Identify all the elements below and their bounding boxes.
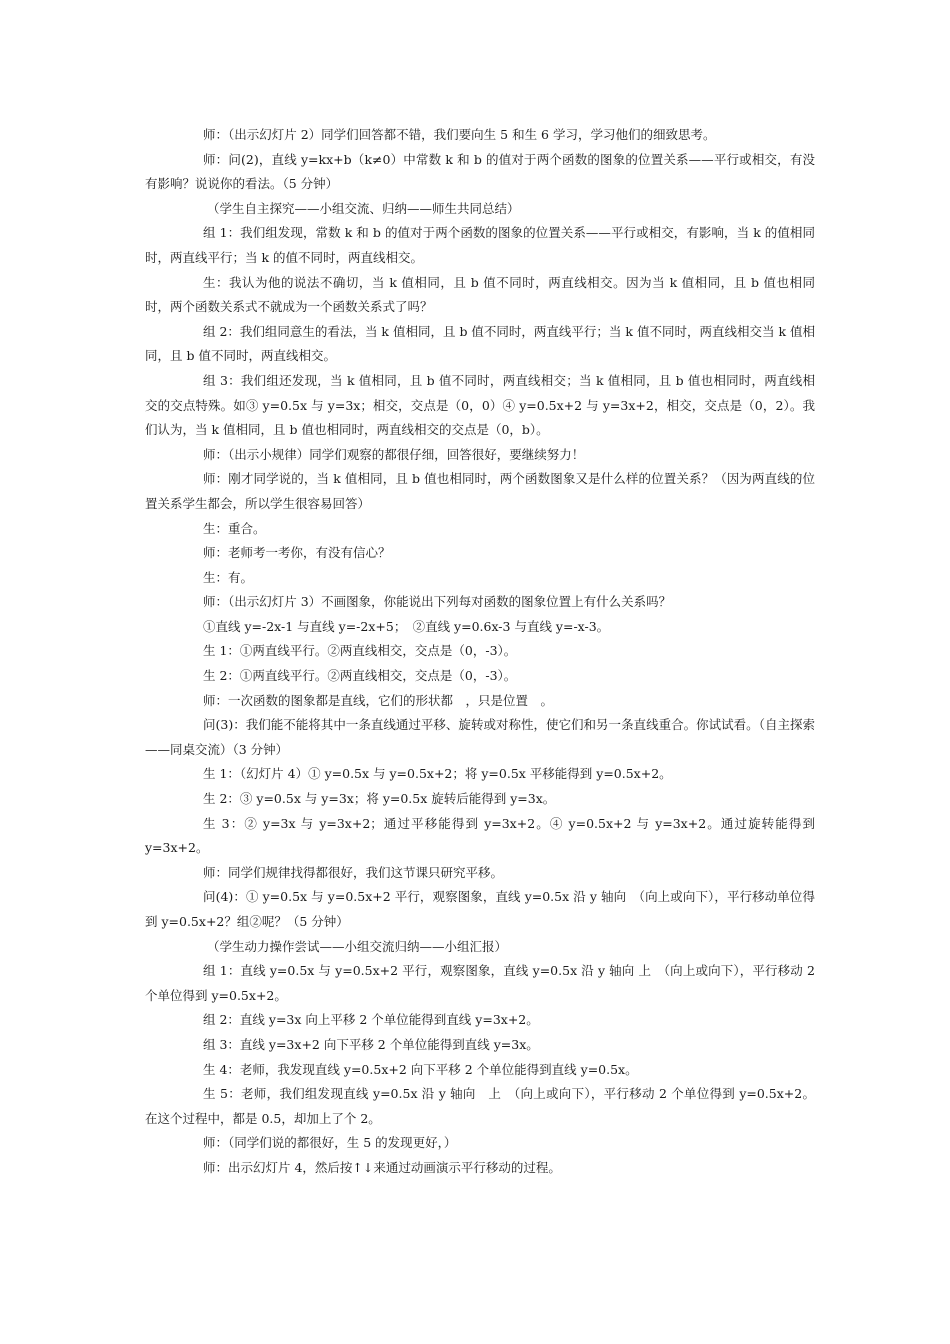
paragraph: 师：（出示幻灯片 2）同学们回答都不错，我们要向生 5 和生 6 学习，学习他们的细致思考。 xyxy=(203,127,716,142)
paragraph: 生：我认为他的说法不确切，当 k 值相同，且 b 值不同时，两直线相交。因为当 k 值相同，且 b 值也相同时，两个函数关系式不就成为一个函数关系式了吗？ xyxy=(145,274,815,315)
paragraph: 问(3)：我们能不能将其中一条直线通过平移、旋转或对称性，使它们和另一条直线重合。你试试看。（自主探索——同桌交流）（3 分钟） xyxy=(145,717,815,757)
paragraph: 问(4)：① y=0.5x 与 y=0.5x+2 平行，观察图象，直线 y=0.5x 沿 y 轴向 （向上或向下），平行移动单位得到 y=0.5x+2？组②呢？（5 分钟） xyxy=(145,889,815,929)
paragraph: 生 5：老师，我们组发现直线 y=0.5x 沿 y 轴向 上 （向上或向下），平行移动 2 个单位得到 y=0.5x+2。在这个过程中，都是 0.5，却加上了个 2。 xyxy=(145,1086,815,1126)
paragraph: 师：老师考一考你，有没有信心？ xyxy=(203,545,391,561)
paragraph: 生 1：（幻灯片 4）① y=0.5x 与 y=0.5x+2；将 y=0.5x 平移能得到 y=0.5x+2。 xyxy=(203,766,672,782)
paragraph: 生：重合。 xyxy=(203,520,266,536)
paragraph: 师：（同学们说的都很好，生 5 的发现更好，） xyxy=(203,1135,457,1151)
paragraph: 生 2：③ y=0.5x 与 y=3x；将 y=0.5x 旋转后能得到 y=3x。 xyxy=(203,791,556,807)
paragraph: 师：（出示小规律）同学们观察的都很仔细，回答很好，要继续努力！ xyxy=(203,446,585,462)
document-body xyxy=(145,123,815,1181)
paragraph: 生 3：② y=3x 与 y=3x+2；通过平移能得到 y=3x+2。④ y=0.5x+2 与 y=3x+2。通过旋转能得到 y=3x+2。 xyxy=(145,815,815,856)
paragraph: 组 3：我们组还发现，当 k 值相同，且 b 值不同时，两直线相交；当 k 值相同，且 b 值也相同时，两直线相交的交点特殊。如③ y=0.5x 与 y=3x；相交，交点是（0，0）④ y=0.5x+2 与 y=3x+2，相交，交点是（0，2）。我们认为，当 k 值相同，且 b 值也相同时，两直线相交的交点是（0，b）。 xyxy=(145,372,815,438)
paragraph: 师：（出示幻灯片 3）不画图象，你能说出下列每对函数的图象位置上有什么关系吗？ xyxy=(203,594,672,610)
paragraph: 组 1：我们组发现，常数 k 和 b 的值对于两个函数的图象的位置关系——平行或相交，有影响，当 k 的值相同时，两直线平行；当 k 的值不同时，两直线相交。 xyxy=(145,225,815,265)
paragraph: 组 1：直线 y=0.5x 与 y=0.5x+2 平行，观察图象，直线 y=0.5x 沿 y 轴向 上 （向上或向下），平行移动 2 个单位得到 y=0.5x+2。 xyxy=(145,963,815,1003)
paragraph: 师：刚才同学说的，当 k 值相同，且 b 值也相同时，两个函数图象又是什么样的位置关系？（因为两直线的位置关系学生都会，所以学生很容易回答） xyxy=(145,471,815,511)
paragraph: 组 2：直线 y=3x 向上平移 2 个单位能得到直线 y=3x+2。 xyxy=(203,1012,539,1028)
paragraph: 生 2：①两直线平行。②两直线相交，交点是（0，-3）。 xyxy=(203,668,517,684)
paragraph: （学生自主探究——小组交流、归纳——师生共同总结） xyxy=(207,200,520,216)
paragraph: 师：出示幻灯片 4，然后按↑↓来通过动画演示平行移动的过程。 xyxy=(203,1159,561,1175)
paragraph: 组 3：直线 y=3x+2 向下平移 2 个单位能得到直线 y=3x。 xyxy=(203,1036,539,1052)
paragraph: 生 1：①两直线平行。②两直线相交，交点是（0，-3）。 xyxy=(203,643,517,659)
paragraph: 生 4：老师，我发现直线 y=0.5x+2 向下平移 2 个单位能得到直线 y=0.5x。 xyxy=(203,1061,638,1077)
paragraph: 师：一次函数的图象都是直线，它们的形状都 ，只是位置 。 xyxy=(203,692,554,708)
paragraph: 师：问(2)，直线 y=kx+b（k≠0）中常数 k 和 b 的值对于两个函数的图象的位置关系——平行或相交，有没有影响？说说你的看法。（5 分钟） xyxy=(145,151,815,192)
paragraph: （学生动力操作尝试——小组交流归纳——小组汇报） xyxy=(207,938,508,954)
paragraph: 组 2：我们组同意生的看法，当 k 值相同，且 b 值不同时，两直线平行；当 k 值不同时，两直线相交当 k 值相同，且 b 值不同时，两直线相交。 xyxy=(145,323,815,364)
paragraph: 生：有。 xyxy=(203,569,254,585)
paragraph: ①直线 y=-2x-1 与直线 y=-2x+5； ②直线 y=0.6x-3 与直线 y=-x-3。 xyxy=(203,618,610,634)
paragraph: 师：同学们规律找得都很好，我们这节课只研究平移。 xyxy=(203,864,504,880)
